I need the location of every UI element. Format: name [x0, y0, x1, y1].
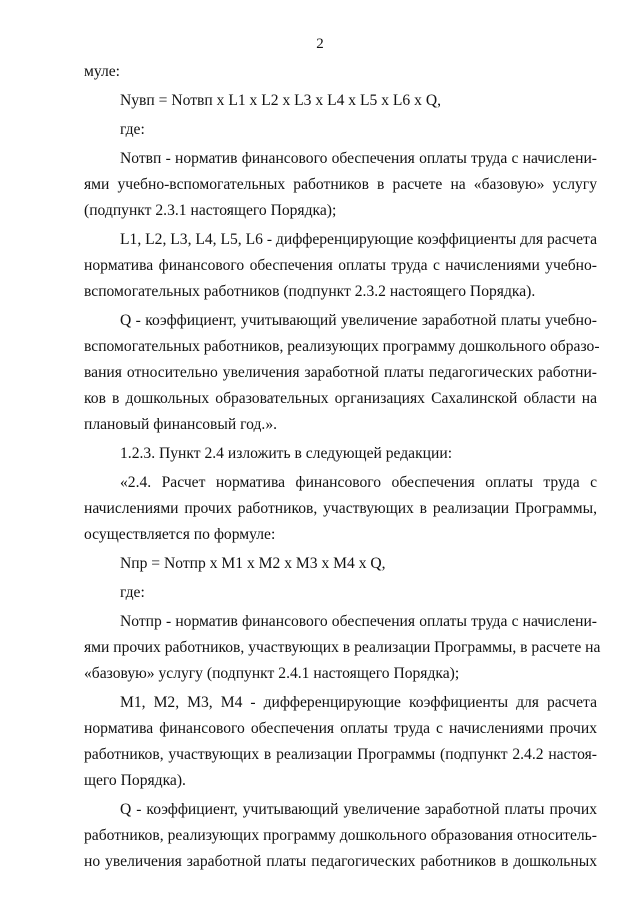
text-line: работников, участвующих в реализации Программы (подпункт 2.4.2 настоя- — [84, 746, 597, 763]
text-line: вания относительно увеличения заработной платы педагогических работни- — [84, 364, 597, 381]
text-line: работников, реализующих программу дошкольного образования относитель- — [84, 827, 597, 844]
text-line: где: — [120, 121, 145, 138]
text-line: вспомогательных работников, реализующих программу дошкольного образо- — [84, 338, 600, 355]
text-line: где: — [120, 584, 145, 601]
text-line: норматива финансового обеспечения оплаты труда с начислениями учебно- — [84, 257, 597, 274]
text-line: Q - коэффициент, учитывающий увеличение заработной платы прочих — [120, 801, 597, 818]
text-line: щего Порядка). — [84, 772, 186, 789]
text-line: начислениями прочих работников, участвующих в реализации Программы, — [84, 500, 597, 517]
formula-nuvp: Nувп = Nотвп x L1 x L2 x L3 x L4 x L5 x L6 x Q, — [120, 92, 441, 109]
text-line: плановый финансовый год.». — [84, 416, 278, 433]
text-line: осуществляется по формуле: — [84, 526, 276, 543]
text-line: ков в дошкольных образовательных организациях Сахалинской области на — [84, 390, 597, 407]
text-line: 1.2.3. Пункт 2.4 изложить в следующей редакции: — [120, 445, 453, 462]
text-line: «базовую» услугу (подпункт 2.4.1 настоящего Порядка); — [84, 665, 460, 682]
text-line: (подпункт 2.3.1 настоящего Порядка); — [84, 202, 337, 219]
text-line: Q - коэффициент, учитывающий увеличение заработной платы учебно- — [120, 312, 597, 329]
text-line: M1, M2, M3, M4 - дифференцирующие коэффициенты для расчета — [120, 694, 597, 711]
text-line: «2.4. Расчет норматива финансового обеспечения оплаты труда с — [120, 474, 597, 491]
document-body — [84, 59, 601, 875]
formula-npr: Nпр = Nотпр x M1 x M2 x M3 x M4 x Q, — [120, 555, 386, 572]
text-line: ями прочих работников, участвующих в реализации Программы, в расчете на — [84, 639, 601, 656]
text-line: норматива финансового обеспечения оплаты труда с начислениями прочих — [84, 720, 597, 737]
text-line: но увеличения заработной платы педагогических работников в дошкольных — [84, 853, 597, 870]
text-line: муле: — [84, 63, 121, 80]
text-line: вспомогательных работников (подпункт 2.3.2 настоящего Порядка). — [84, 283, 536, 300]
text-line: Nотвп - норматив финансового обеспечения оплаты труда с начислени- — [120, 150, 597, 167]
page-number: 2 — [316, 36, 324, 52]
text-line: ями учебно-вспомогательных работников в расчете на «базовую» услугу — [84, 176, 597, 193]
text-line: Nотпр - норматив финансового обеспечения оплаты труда с начислени- — [120, 613, 597, 630]
text-line: L1, L2, L3, L4, L5, L6 - дифференцирующие коэффициенты для расчета — [120, 231, 597, 248]
